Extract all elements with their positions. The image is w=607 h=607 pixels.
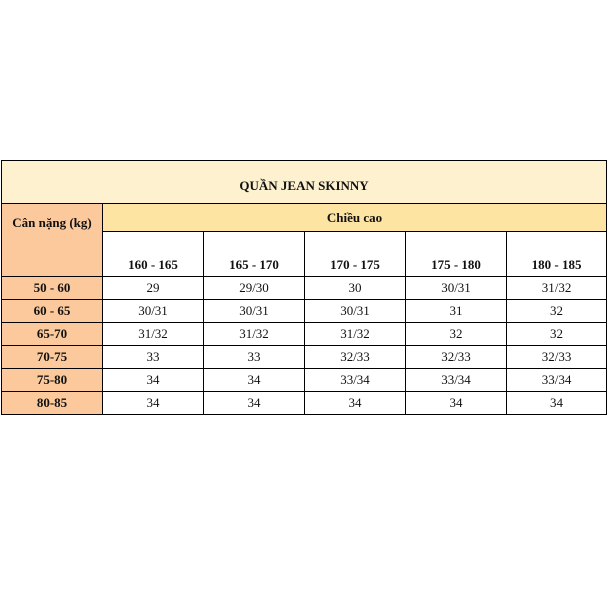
size-value-cell: 34 [103, 369, 204, 392]
size-value-cell: 30 [305, 277, 406, 300]
size-value-cell: 30/31 [204, 300, 305, 323]
size-value-cell: 34 [305, 392, 406, 415]
size-value-cell: 33 [204, 346, 305, 369]
weight-column-header: Cân nặng (kg) [2, 204, 103, 277]
size-value-cell: 30/31 [305, 300, 406, 323]
size-value-cell: 30/31 [103, 300, 204, 323]
weight-range-cell: 75-80 [2, 369, 103, 392]
size-value-cell: 32/33 [305, 346, 406, 369]
table-row [2, 300, 607, 323]
size-value-cell: 32 [406, 323, 507, 346]
size-value-cell: 34 [204, 369, 305, 392]
height-group-header: Chiều cao [103, 204, 607, 232]
height-range-header: 175 - 180 [406, 232, 507, 277]
table-row [2, 323, 607, 346]
size-value-cell: 33/34 [305, 369, 406, 392]
table-title: QUẦN JEAN SKINNY [2, 161, 607, 204]
weight-range-cell: 80-85 [2, 392, 103, 415]
height-range-header: 160 - 165 [103, 232, 204, 277]
size-value-cell: 33/34 [507, 369, 607, 392]
size-value-cell: 32/33 [507, 346, 607, 369]
weight-range-cell: 60 - 65 [2, 300, 103, 323]
size-value-cell: 34 [204, 392, 305, 415]
weight-range-cell: 65-70 [2, 323, 103, 346]
table-row [2, 392, 607, 415]
height-range-header: 180 - 185 [507, 232, 607, 277]
size-value-cell: 33/34 [406, 369, 507, 392]
table-row [2, 346, 607, 369]
size-value-cell: 31/32 [305, 323, 406, 346]
size-value-cell: 31/32 [103, 323, 204, 346]
weight-range-cell: 50 - 60 [2, 277, 103, 300]
size-value-cell: 32 [507, 323, 607, 346]
title-row [2, 161, 607, 204]
size-value-cell: 32 [507, 300, 607, 323]
weight-range-cell: 70-75 [2, 346, 103, 369]
height-range-header: 165 - 170 [204, 232, 305, 277]
size-rows [2, 277, 607, 415]
height-range-header: 170 - 175 [305, 232, 406, 277]
size-value-cell: 34 [507, 392, 607, 415]
size-value-cell: 29 [103, 277, 204, 300]
table-row [2, 277, 607, 300]
size-value-cell: 33 [103, 346, 204, 369]
table-row [2, 369, 607, 392]
size-chart-table [1, 160, 607, 415]
size-value-cell: 29/30 [204, 277, 305, 300]
size-value-cell: 31/32 [507, 277, 607, 300]
size-value-cell: 30/31 [406, 277, 507, 300]
height-header-row [2, 204, 607, 232]
size-value-cell: 34 [406, 392, 507, 415]
size-value-cell: 31 [406, 300, 507, 323]
size-value-cell: 31/32 [204, 323, 305, 346]
size-value-cell: 34 [103, 392, 204, 415]
size-value-cell: 32/33 [406, 346, 507, 369]
